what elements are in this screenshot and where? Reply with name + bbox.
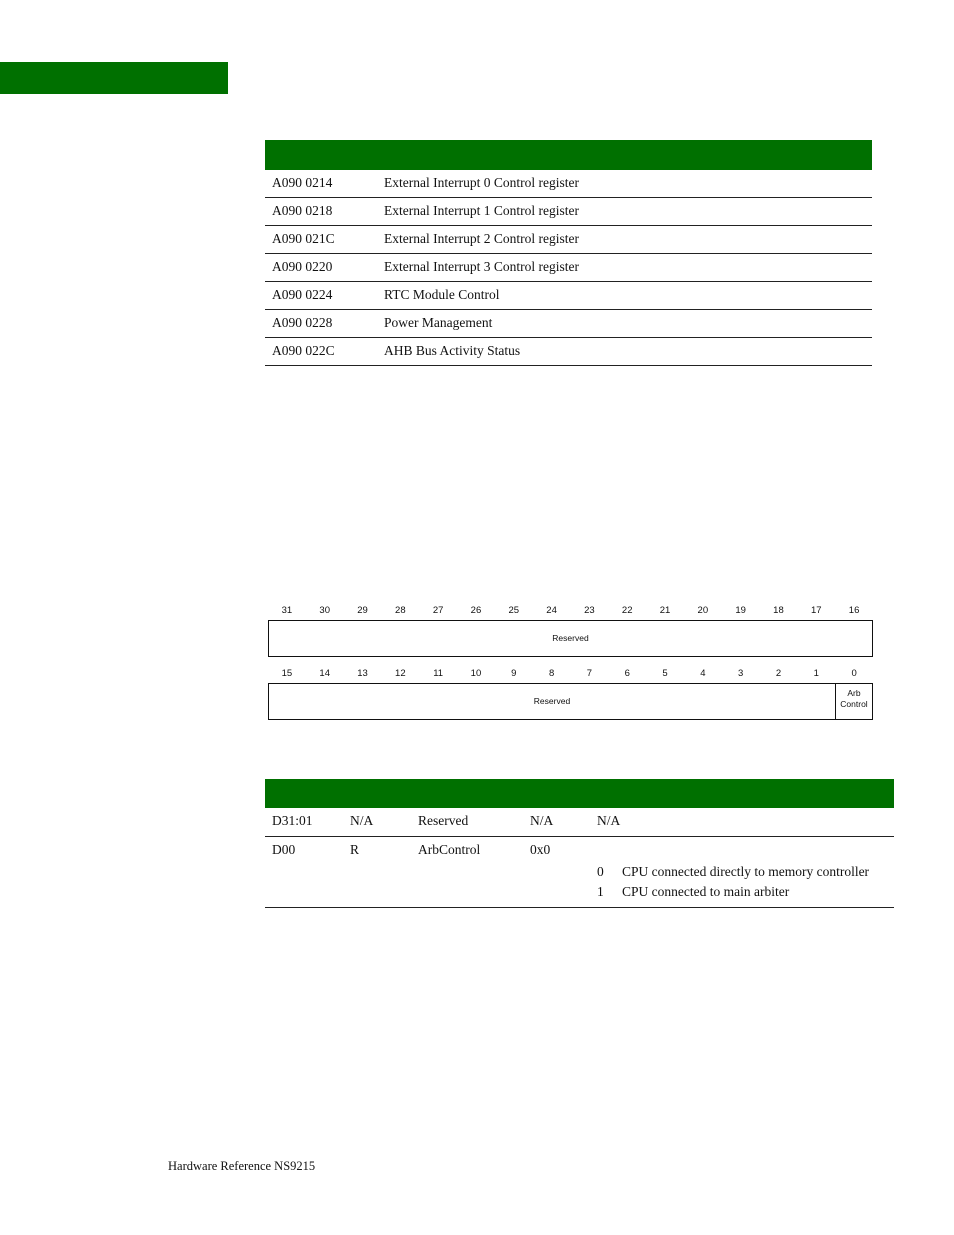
bit-number: 21 [659,605,671,616]
bit-number: 24 [546,605,557,616]
bit-number: 13 [357,668,368,679]
register-cell: External Interrupt 3 Control register [384,259,579,274]
lower-register-box [268,683,873,720]
bit-number: 25 [508,605,520,616]
bit-number: 5 [662,668,668,679]
bit-number: 16 [848,605,860,616]
bit-number: 3 [738,668,744,679]
bit-number: 7 [586,668,593,679]
register-cell: RTC Module Control [384,287,500,302]
table-row [265,226,872,254]
access-cell: R [350,842,360,857]
table-row [265,198,872,226]
arb-control-label-line2: Control [840,699,868,709]
table-row [265,310,872,338]
bit-number: 26 [470,605,482,616]
arb-control-field [836,688,872,710]
bit-number: 6 [624,668,630,679]
address-cell: A090 022C [272,343,335,358]
bits-cell: D31:01 [272,813,313,828]
register-cell: External Interrupt 2 Control register [384,231,579,246]
bit-number: 31 [281,605,293,616]
description-cell: N/A [597,813,621,828]
table-row [265,282,872,310]
bit-number: 12 [395,668,406,679]
table-row [265,338,872,366]
register-cell: AHB Bus Activity Status [384,343,521,358]
bit-number: 28 [395,605,406,616]
bit-number: 11 [433,668,444,679]
field-definition-table [265,779,894,908]
table-header-bar [265,140,872,170]
register-cell: External Interrupt 0 Control register [384,175,579,190]
bit-number: 18 [773,605,784,616]
bit-number: 9 [511,668,517,679]
register-cell: External Interrupt 1 Control register [384,203,579,218]
bits-cell: D00 [272,842,296,857]
bit-number: 30 [319,605,330,616]
table-row [265,837,894,908]
bit-number: 29 [357,605,368,616]
bit-number: 20 [697,605,709,616]
address-cell: A090 0218 [272,203,333,218]
mnemonic-cell: ArbControl [418,842,481,857]
bit-number: 1 [813,668,819,679]
bit-number: 10 [470,668,482,679]
option-value: 0 [597,864,604,879]
address-cell: A090 021C [272,231,335,246]
upper-bit-numbers [268,605,873,617]
table-row [265,254,872,282]
bit-number: 22 [621,605,633,616]
bit-number: 15 [281,668,293,679]
table-row [265,808,894,837]
reserved-field-label: Reserved [552,633,589,643]
address-cell: A090 0220 [272,259,333,274]
bit-number: 14 [319,668,330,679]
reset-cell: 0x0 [530,842,551,857]
lower-bit-numbers [268,668,873,680]
table-header-bar [265,779,894,808]
address-cell: A090 0214 [272,175,333,190]
bit-number: 19 [735,605,746,616]
bit-number: 17 [810,605,822,616]
bit-number: 23 [584,605,595,616]
option-text: CPU connected directly to memory controller [622,864,870,879]
bit-number: 8 [548,668,555,679]
access-cell: N/A [350,813,374,828]
reset-cell: N/A [530,813,554,828]
option-value: 1 [597,884,604,899]
chapter-tab-bar [0,62,228,94]
table-row [265,170,872,198]
address-cell: A090 0224 [272,287,333,302]
mnemonic-cell: Reserved [418,813,469,828]
bit-number: 27 [432,605,444,616]
arb-control-label-line1: Arb [847,688,861,698]
bit-number: 2 [775,668,782,679]
option-text: CPU connected to main arbiter [622,884,790,899]
address-cell: A090 0228 [272,315,333,330]
page-footer: Hardware Reference NS9215 [168,1159,316,1173]
upper-register-box [268,620,873,657]
bit-number: 4 [700,668,706,679]
bit-number: 0 [851,668,857,679]
register-cell: Power Management [384,315,493,330]
reserved-field-label: Reserved [533,696,571,706]
register-address-table [265,140,872,366]
